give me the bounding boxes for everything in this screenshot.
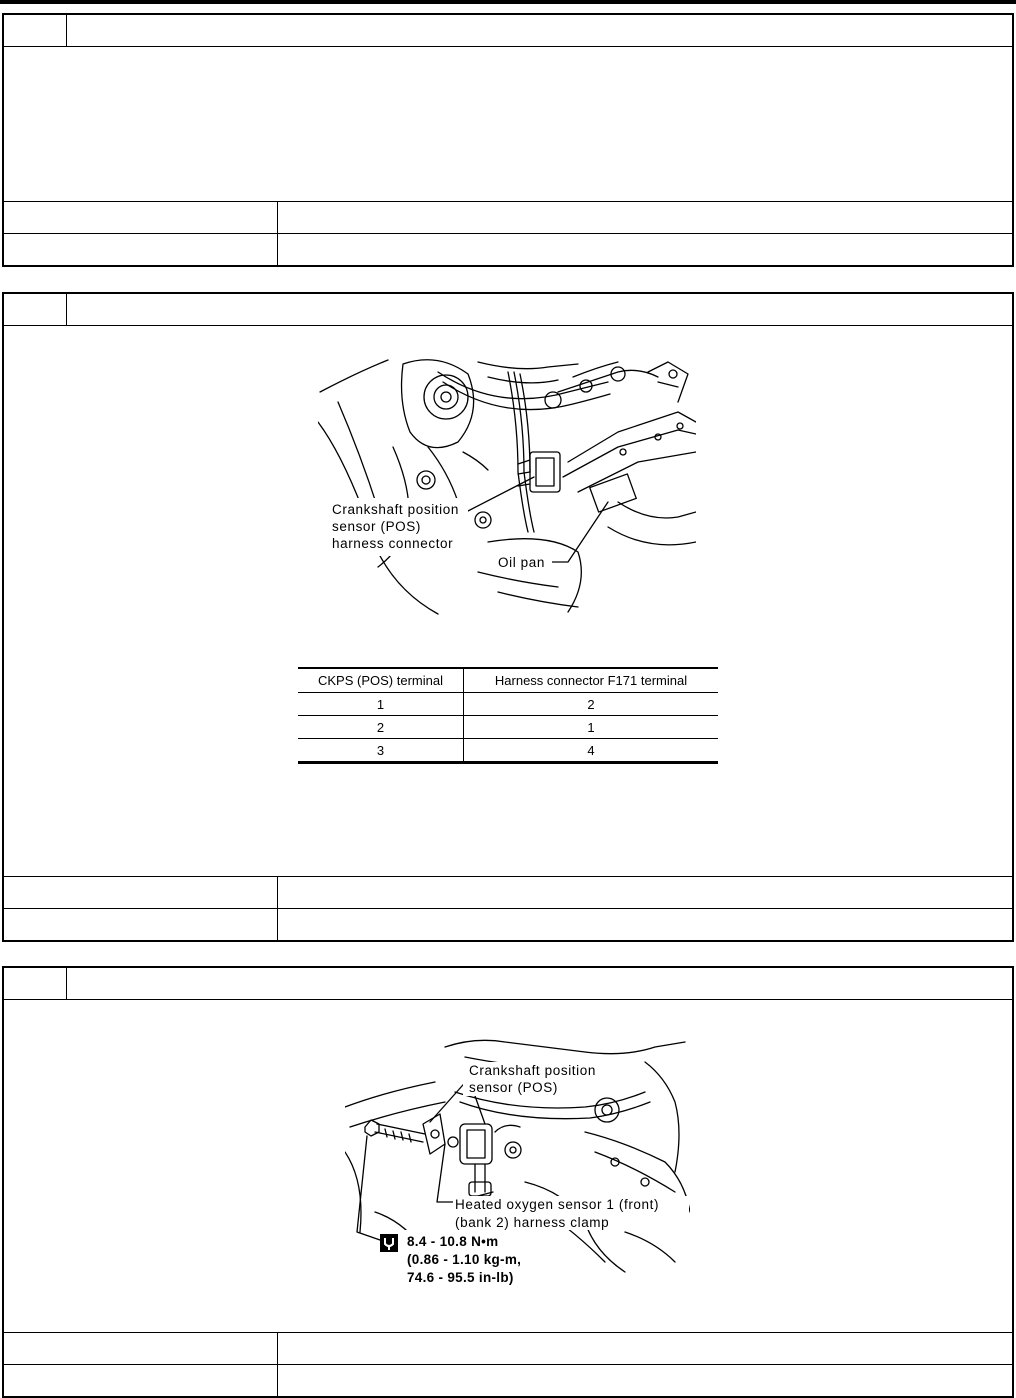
table-cell: 2 [464,693,719,716]
step-block-1 [2,13,1014,267]
top-rule [0,0,1016,4]
terminal-table [298,667,718,764]
label-clamp-line1: Heated oxygen sensor 1 (front) [455,1197,660,1212]
result-row-ng [4,908,1012,940]
result-cell [4,234,278,265]
table-cell: 3 [298,739,464,763]
torque-wrench-icon [380,1234,398,1252]
table-cell: 1 [464,716,719,739]
label-torque-line2: (0.86 - 1.10 kg-m, [407,1252,522,1267]
label-sensor-line1: Crankshaft position [469,1063,596,1078]
result-cell [4,202,278,233]
label-torque-line3: 74.6 - 95.5 in-lb) [407,1270,514,1285]
label-sensor-line2: sensor (POS) [469,1080,558,1095]
result-cell [4,877,278,908]
step-header [4,294,1012,326]
table-cell: 2 [298,716,464,739]
label-oil-pan: Oil pan [498,555,545,570]
table-row [298,693,718,716]
engine-illustration-2 [345,1032,690,1290]
table-row [298,739,718,763]
step-number-cell [4,968,67,999]
label-sensor-line2: sensor (POS) [332,519,421,534]
table-cell: 4 [587,742,595,758]
engine-illustration-1 [318,352,696,618]
label-torque-line1: 8.4 - 10.8 N•m [407,1234,499,1249]
label-clamp-line2: (bank 2) harness clamp [455,1215,610,1230]
result-row-ok [4,876,1012,908]
column-header: Harness connector F171 terminal [464,668,719,693]
result-row-ok [4,201,1012,233]
step-header [4,15,1012,47]
label-sensor-line3: harness connector [332,536,454,551]
result-cell [4,1365,278,1396]
table-row [298,716,718,739]
column-header: CKPS (POS) terminal [298,668,464,693]
result-row-ng [4,233,1012,265]
result-row-ok [4,1332,1012,1364]
result-cell [4,909,278,940]
table-cell: 1 [298,693,464,716]
label-sensor-line1: Crankshaft position [332,502,459,517]
step-header [4,968,1012,1000]
result-cell [4,1333,278,1364]
step-number-cell [4,294,67,325]
table-header-row [298,668,718,693]
step-number-cell [4,15,67,46]
result-row-ng [4,1364,1012,1396]
